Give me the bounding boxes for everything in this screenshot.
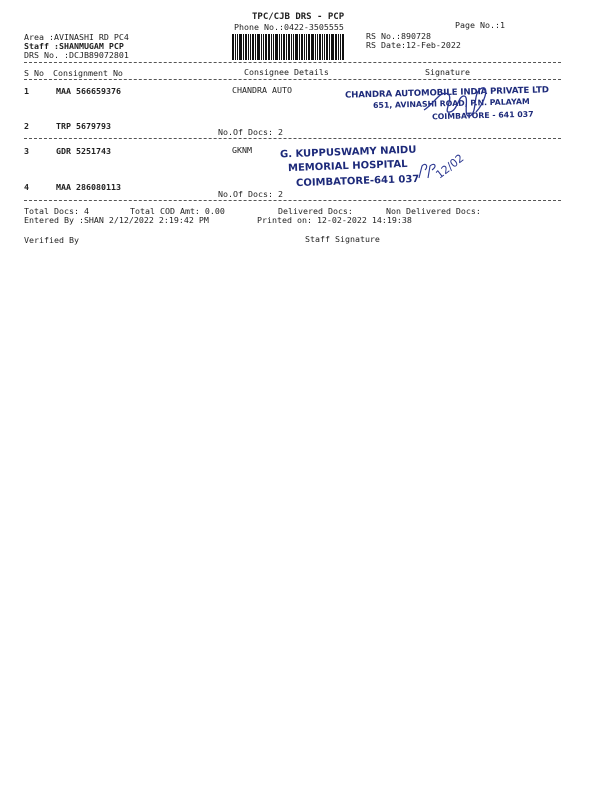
- gknm-stamp-line-3: COIMBATORE-641 037: [295, 173, 420, 190]
- barcode-bar: [306, 34, 307, 60]
- barcode-bar: [275, 34, 278, 60]
- barcode-bar: [319, 34, 321, 60]
- row-2-consignment: TRP 5679793: [56, 121, 111, 131]
- row-4-sno: 4: [24, 182, 29, 192]
- chandra-stamp-line-2: 651, AVINASHI ROAD, P.N. PALAYAM: [372, 96, 530, 111]
- barcode-bar: [291, 34, 292, 60]
- barcode-bar: [315, 34, 316, 60]
- divider-bottom: [24, 200, 561, 201]
- barcode-bar: [261, 34, 262, 60]
- barcode-bar: [299, 34, 300, 60]
- barcode-bar: [286, 34, 287, 60]
- barcode-bar: [273, 34, 274, 60]
- barcode-bar: [283, 34, 285, 60]
- barcode-bar: [281, 34, 282, 60]
- barcode-bar: [293, 34, 294, 60]
- row-2-docs: No.Of Docs: 2: [218, 127, 283, 137]
- barcode-bar: [326, 34, 328, 60]
- column-consignment: Consignment No: [53, 68, 123, 78]
- barcode-bar: [338, 34, 339, 60]
- row-4-docs: No.Of Docs: 2: [218, 189, 283, 199]
- barcode-bar: [268, 34, 270, 60]
- barcode-bar: [301, 34, 303, 60]
- barcode-bar: [329, 34, 330, 60]
- barcode-bar: [265, 34, 267, 60]
- barcode-bar: [271, 34, 272, 60]
- total-docs: Total Docs: 4: [24, 206, 89, 216]
- barcode-bar: [237, 34, 238, 60]
- barcode-bar: [263, 34, 264, 60]
- row-3-sno: 3: [24, 146, 29, 156]
- staff-label: Staff :SHANMUGAM PCP: [24, 41, 124, 51]
- gknm-stamp-line-2: MEMORIAL HOSPITAL: [287, 158, 408, 175]
- barcode-bar: [342, 34, 344, 60]
- column-signature: Signature: [425, 67, 470, 77]
- barcode-bar: [288, 34, 290, 60]
- barcode-bar: [235, 34, 236, 60]
- barcode-bar: [308, 34, 310, 60]
- barcode-bar: [322, 34, 323, 60]
- total-cod: Total COD Amt: 0.00: [130, 206, 225, 216]
- verified-by: Verified By: [24, 235, 79, 245]
- barcode-bar: [239, 34, 242, 60]
- printed-on: Printed on: 12-02-2022 14:19:38: [257, 215, 412, 225]
- divider-header: [24, 79, 561, 80]
- barcode-bar: [331, 34, 334, 60]
- barcode-bar: [311, 34, 314, 60]
- row-1-consignment: MAA 566659376: [56, 86, 121, 96]
- non-delivered-docs: Non Delivered Docs:: [386, 206, 481, 216]
- column-consignee: Consignee Details: [244, 67, 329, 77]
- barcode-bar: [252, 34, 254, 60]
- row-4-consignment: MAA 286080113: [56, 182, 121, 192]
- barcode-bar: [250, 34, 251, 60]
- row-1-consignee: CHANDRA AUTO: [232, 85, 292, 95]
- rs-number: RS No.:890728: [366, 31, 431, 41]
- handwritten-date: 12/02: [433, 151, 467, 182]
- row-1-sno: 1: [24, 86, 29, 96]
- drs-number: DRS No. :DCJB89072801: [24, 50, 129, 60]
- chandra-stamp-line-1: CHANDRA AUTOMOBILE INDIA PRIVATE LTD: [344, 85, 550, 101]
- barcode-bar: [304, 34, 305, 60]
- divider-top: [24, 62, 561, 63]
- page-number: Page No.:1: [455, 20, 505, 30]
- barcode-bar: [340, 34, 341, 60]
- barcode-bar: [295, 34, 298, 60]
- barcode-bar: [248, 34, 249, 60]
- barcode-bar: [255, 34, 256, 60]
- rs-date: RS Date:12-Feb-2022: [366, 40, 461, 50]
- barcode-bar: [335, 34, 337, 60]
- document-title: TPC/CJB DRS - PCP: [252, 12, 345, 22]
- row-3-consignee: GKNM: [232, 145, 252, 155]
- column-sno: S No: [24, 68, 44, 78]
- area-label: Area :AVINASHI RD PC4: [24, 32, 129, 42]
- barcode: [232, 34, 357, 60]
- barcode-bar: [317, 34, 318, 60]
- barcode-bar: [245, 34, 247, 60]
- barcode-bar: [232, 34, 234, 60]
- barcode-bar: [243, 34, 244, 60]
- barcode-bar: [324, 34, 325, 60]
- handwritten-signature: [420, 82, 500, 122]
- delivered-docs: Delivered Docs:: [278, 206, 353, 216]
- barcode-bar: [279, 34, 280, 60]
- phone-number: Phone No.:0422-3505555: [234, 22, 344, 32]
- divider-row-2: [24, 138, 561, 139]
- chandra-stamp-line-3: COIMBATORE - 641 037: [431, 109, 534, 122]
- row-2-sno: 2: [24, 121, 29, 131]
- barcode-bar: [257, 34, 260, 60]
- gknm-stamp-line-1: G. KUPPUSWAMY NAIDU: [279, 144, 417, 161]
- staff-signature: Staff Signature: [305, 234, 380, 244]
- entered-by: Entered By :SHAN 2/12/2022 2:19:42 PM: [24, 215, 209, 225]
- row-3-consignment: GDR 5251743: [56, 146, 111, 156]
